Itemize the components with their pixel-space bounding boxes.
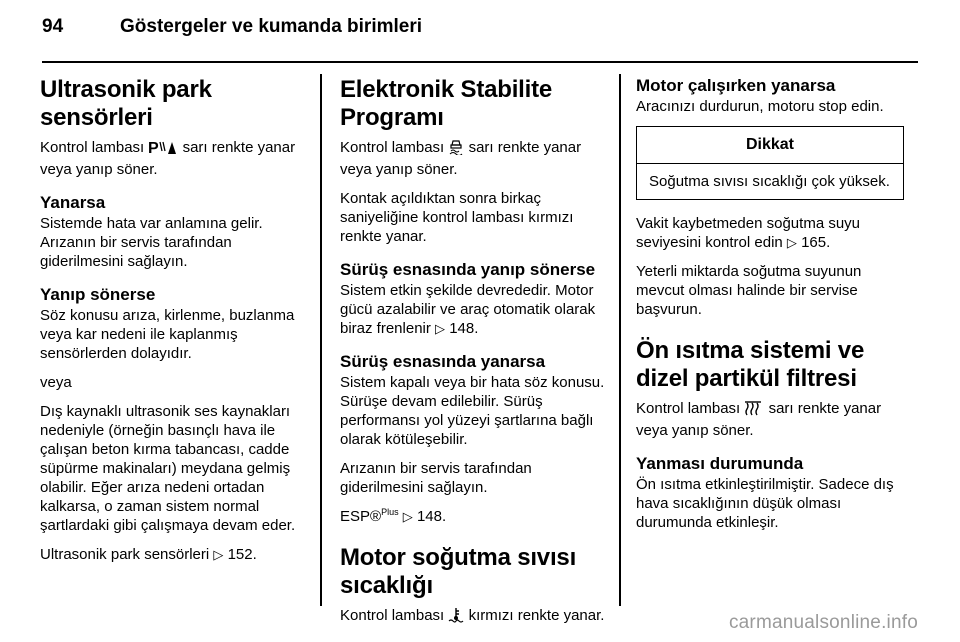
glow-plug-icon [744, 400, 764, 421]
paragraph: Dış kaynaklı ultrasonik ses kaynakları nedeniyle (örneğin basınçlı hava ile çalışan beton kırma tabancası, cadde süpürme makinaları) meydana gelmiş olabilir. Eğer arıza nedeni ortadan kalkarsa, o zaman sistem normal şartlardaki gibi çalışmaya devam eder. [40, 403, 296, 534]
paragraph: Aracınızı durdurun, motoru stop edin. [636, 98, 884, 115]
section-title-preheat: Ön ısıtma sistemi ve dizel partikül filtresi [636, 337, 865, 392]
page-number: 94 [42, 16, 64, 37]
svg-text:P: P [148, 140, 160, 155]
reference-arrow-icon: ▷ [435, 321, 446, 336]
reference-arrow-icon: ▷ [402, 509, 413, 524]
subheading-lit: Yanarsa [40, 193, 106, 212]
esp-icon [448, 139, 464, 160]
subheading-lit-driving: Sürüş esnasında yanarsa [340, 352, 546, 371]
paragraph: Ön ısıtma etkinleştirilmiştir. Sadece dış hava sıcaklığının düşük olması durumunda etkinleşir. [636, 476, 894, 531]
paragraph: Kontrol lambası P sarı renkte yanar veya yanıp söner. [40, 139, 296, 178]
subheading-when-lit: Yanması durumunda [636, 454, 804, 473]
reference-arrow-icon: ▷ [786, 235, 797, 250]
subheading-flashing: Yanıp sönerse [40, 285, 156, 304]
paragraph: Sistemde hata var anlamına gelir. Arızanın bir servis tarafından giderilmesini sağlayın. [40, 215, 263, 270]
section-title-esp: Elektronik Stabilite Programı [340, 76, 553, 131]
paragraph: Kontrol lambası kırmızı renkte yanar. [340, 606, 606, 628]
subheading-engine-running: Motor çalışırken yanarsa [636, 76, 836, 95]
section-title-coolant: Motor soğutma sıvısı sıcaklığı [340, 544, 577, 599]
paragraph: Sistem kapalı veya bir hata söz konusu. Sürüşe devam edilebilir. Sürüş performansı yol yüzeyi şartlarına bağlı olarak kötüleşebilir. [340, 374, 605, 448]
park-sensor-icon [148, 139, 178, 160]
column-divider-2 [619, 74, 621, 606]
watermark: carmanualsonline.info [728, 612, 918, 633]
paragraph: Sistem etkin şekilde devrededir. Motor gücü azalabilir ve araç otomatik olarak biraz frenlenir ▷ 148. [340, 282, 596, 337]
paragraph: Söz konusu arıza, kirlenme, buzlanma veya kar nedeni ile kaplanmış sensörlerden dolayıdır. [40, 307, 295, 362]
paragraph: Kontak açıldıktan sonra birkaç saniyeliğine kontrol lambası kırmızı renkte yanar. [340, 190, 574, 245]
column-1 [40, 72, 308, 574]
paragraph: Yeterli miktarda soğutma suyunun mevcut olması halinde bir servise başvurun. [636, 263, 862, 318]
paragraph: Kontrol lambası sarı renkte yanar veya yanıp söner. [636, 400, 882, 439]
paragraph: ESP®$^{Plus}$ ▷ 148. [340, 507, 447, 525]
reference-arrow-icon: ▷ [213, 547, 224, 562]
warning-box [636, 126, 904, 200]
coolant-temperature-icon [448, 607, 464, 628]
warning-title: Dikkat [637, 127, 903, 164]
column-3 [636, 72, 904, 542]
warning-body: Soğutma sıvısı sıcaklığı çok yüksek. [649, 173, 890, 190]
section-title-park-sensors: Ultrasonik park sensörleri [40, 76, 212, 131]
column-divider-1 [320, 74, 322, 606]
paragraph: Kontrol lambası sarı renkte yanar veya yanıp söner. [340, 139, 582, 178]
paragraph: Ultrasonik park sensörleri ▷ 152. [40, 546, 257, 563]
paragraph: Arızanın bir servis tarafından giderilmesini sağlayın. [340, 460, 532, 496]
page-title: Göstergeler ve kumanda birimleri [120, 16, 423, 37]
paragraph: veya [40, 374, 72, 391]
header-rule [42, 61, 918, 63]
column-2 [340, 72, 606, 638]
subheading-flashing-driving: Sürüş esnasında yanıp sönerse [340, 260, 596, 279]
paragraph: Vakit kaybetmeden soğutma suyu seviyesini kontrol edin ▷ 165. [636, 215, 861, 251]
